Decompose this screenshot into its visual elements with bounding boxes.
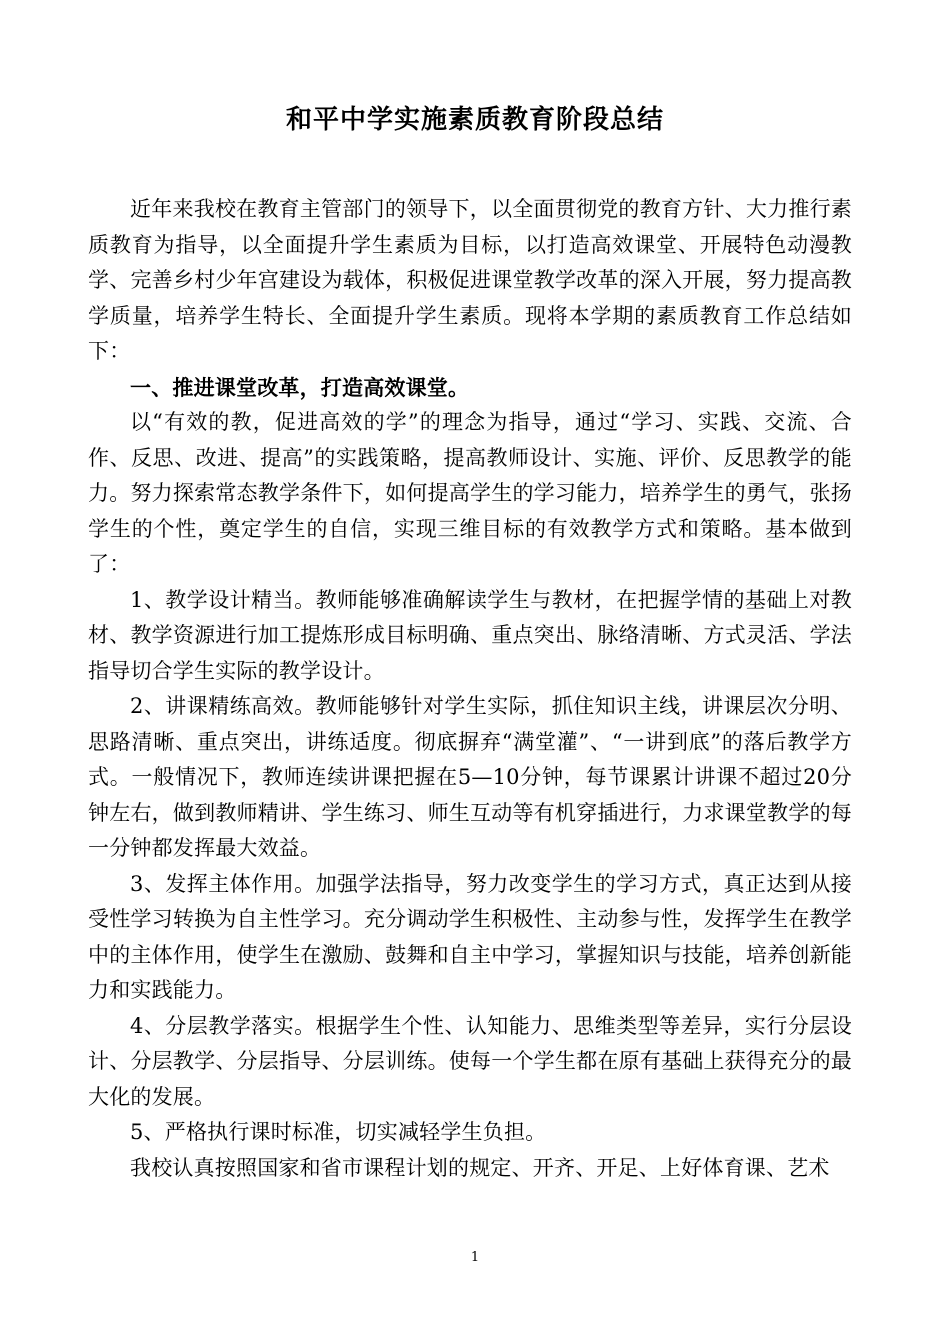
closing-paragraph: 我校认真按照国家和省市课程计划的规定、开齐、开足、上好体育课、艺术	[130, 1155, 830, 1180]
item-2-paragraph: 2、讲课精练高效。教师能够针对学生实际，抓住知识主线，讲课层次分明、思路清晰、重点突出，讲练适度。彻底摒弃“满堂灌”、“一讲到底”的落后教学方式。一般情况下，教师连续讲课把握在5—10分钟，每节课累计讲课不超过20分钟左右，做到教师精讲、学生练习、师生互动等有机穿插进行，力求课堂教学的每一分钟都发挥最大效益。	[88, 694, 852, 860]
item-3-paragraph: 3、发挥主体作用。加强学法指导，努力改变学生的学习方式，真正达到从接受性学习转换为自主性学习。充分调动学生积极性、主动参与性，发挥学生在教学中的主体作用，使学生在激励、鼓舞和自主中学习，掌握知识与技能，培养创新能力和实践能力。	[88, 871, 852, 1002]
item-1-paragraph: 1、教学设计精当。教师能够准确解读学生与教材，在把握学情的基础上对教材、教学资源进行加工提炼形成目标明确、重点突出、脉络清晰、方式灵活、学法指导切合学生实际的教学设计。	[88, 587, 852, 683]
item-4-paragraph: 4、分层教学落实。根据学生个性、认知能力、思维类型等差异，实行分层设计、分层教学、分层指导、分层训练。使每一个学生都在原有基础上获得充分的最大化的发展。	[88, 1013, 852, 1109]
document-title: 和平中学实施素质教育阶段总结	[285, 105, 664, 135]
item-5-paragraph: 5、严格执行课时标准，切实减轻学生负担。	[130, 1120, 547, 1144]
section-heading-1: 一、推进课堂改革，打造高效课堂。	[130, 374, 470, 400]
page-number: 1	[470, 1250, 480, 1265]
document-body	[88, 192, 852, 1186]
section-1-paragraph: 以“有效的教，促进高效的学”的理念为指导，通过“学习、实践、交流、合作、反思、改进、提高”的实践策略，提高教师设计、实施、评价、反思教学的能力。努力探索常态教学条件下，如何提高学生的学习能力，培养学生的勇气，张扬学生的个性，奠定学生的自信，实现三维目标的有效教学方式和策略。基本做到了：	[88, 410, 852, 576]
intro-paragraph: 近年来我校在教育主管部门的领导下，以全面贯彻党的教育方针、大力推行素质教育为指导，以全面提升学生素质为目标，以打造高效课堂、开展特色动漫教学、完善乡村少年宫建设为载体，积极促进课堂教学改革的深入开展，努力提高教学质量，培养学生特长、全面提升学生素质。现将本学期的素质教育工作总结如下：	[88, 197, 852, 363]
